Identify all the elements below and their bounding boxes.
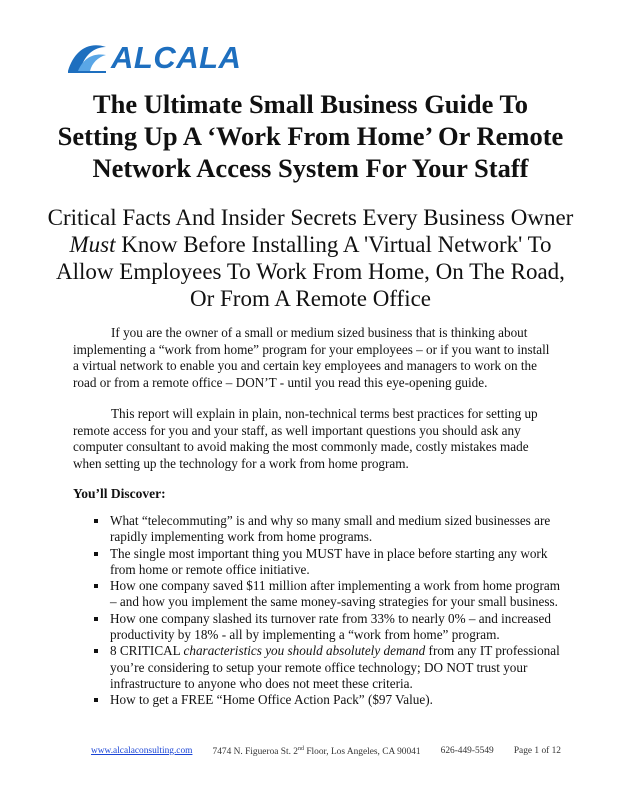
list-item-text: How one company saved $11 million after implementing a work from home program – and how you implement the same money-saving strategies for your small business. <box>110 578 560 610</box>
list-item-text: The single most important thing you MUST have in place before starting any work from home or remote office initiative. <box>110 545 548 577</box>
discover-heading: You’ll Discover: <box>73 486 166 501</box>
bullet-square-icon <box>94 584 98 588</box>
subtitle-emphasis: Must <box>69 232 116 257</box>
page-number: Page 1 of 12 <box>513 746 561 756</box>
title-line-3: Network Access System For Your Staff <box>92 153 529 183</box>
website-link[interactable]: www.alcalaconsulting.com <box>91 746 193 756</box>
list-item <box>92 692 562 708</box>
bullet-square-icon <box>94 617 98 621</box>
page-subtitle <box>20 204 601 312</box>
list-item <box>92 546 562 579</box>
list-item-text: What “telecommuting” is and why so many small and medium sized businesses are rapidly implementing work from home programs. <box>110 513 551 545</box>
intro-paragraph: If you are the owner of a small or medium sized business that is thinking about implementing a “work from home” program for your employees – or if you want to install a virtual network to enable you and certain key employees and managers to work on the road or from a remote office – DON’T - until you read this eye-opening guide. <box>73 325 550 390</box>
title-line-1: The Ultimate Small Business Guide To <box>92 89 529 119</box>
footer-floor-suffix: nd <box>297 746 304 752</box>
footer-phone: 626-449-5549 <box>440 746 494 756</box>
page-footer <box>91 746 561 757</box>
bullet-square-icon <box>94 519 98 523</box>
logo-text: ALCALA <box>111 40 242 75</box>
page-title <box>20 88 601 184</box>
subtitle-line-2: Know Before Installing A 'Virtual Network' To <box>115 232 552 257</box>
bullet-square-icon <box>94 698 98 702</box>
list-item-text: How one company slashed its turnover rate from 33% to nearly 0% – and increased productivity by 18% - all by implementing a “work from home” program. <box>110 610 551 643</box>
company-logo <box>66 38 241 78</box>
title-line-2: Setting Up A ‘Work From Home’ Or Remote <box>57 121 564 151</box>
footer-street: 7474 N. Figueroa St. 2 <box>212 747 298 758</box>
list-item <box>92 643 562 692</box>
report-paragraph: This report will explain in plain, non-technical terms best practices for setting up remote access for you and your staff, as well important questions you should ask any computer consultant to avoid making the most commonly made, costly mistakes made when setting up the technology for a work from home program. <box>73 406 538 471</box>
list-item <box>92 611 562 644</box>
list-item <box>92 578 562 611</box>
list-item-suffix: from any IT professional you’re considering to setup your remote office technology; DO NOT trust your infrastructure to anyone who does not meet these criteria. <box>110 643 560 691</box>
subtitle-line-1: Critical Facts And Insider Secrets Every Business Owner <box>47 205 574 230</box>
list-item-prefix: 8 CRITICAL <box>110 643 184 659</box>
list-item-text: How to get a FREE “Home Office Action Pack” ($97 Value). <box>110 692 433 708</box>
subtitle-line-4: Or From A Remote Office <box>189 286 432 311</box>
footer-city: Floor, Los Angeles, CA 90041 <box>303 747 421 758</box>
list-item <box>92 513 562 546</box>
bullet-square-icon <box>94 552 98 556</box>
discover-list <box>92 513 562 709</box>
subtitle-line-3: Allow Employees To Work From Home, On The Road, <box>56 259 565 284</box>
list-item-emphasis: characteristics you should absolutely demand <box>183 643 426 659</box>
bullet-square-icon <box>94 649 98 653</box>
wave-logo-icon <box>66 41 108 75</box>
footer-address <box>213 746 421 757</box>
